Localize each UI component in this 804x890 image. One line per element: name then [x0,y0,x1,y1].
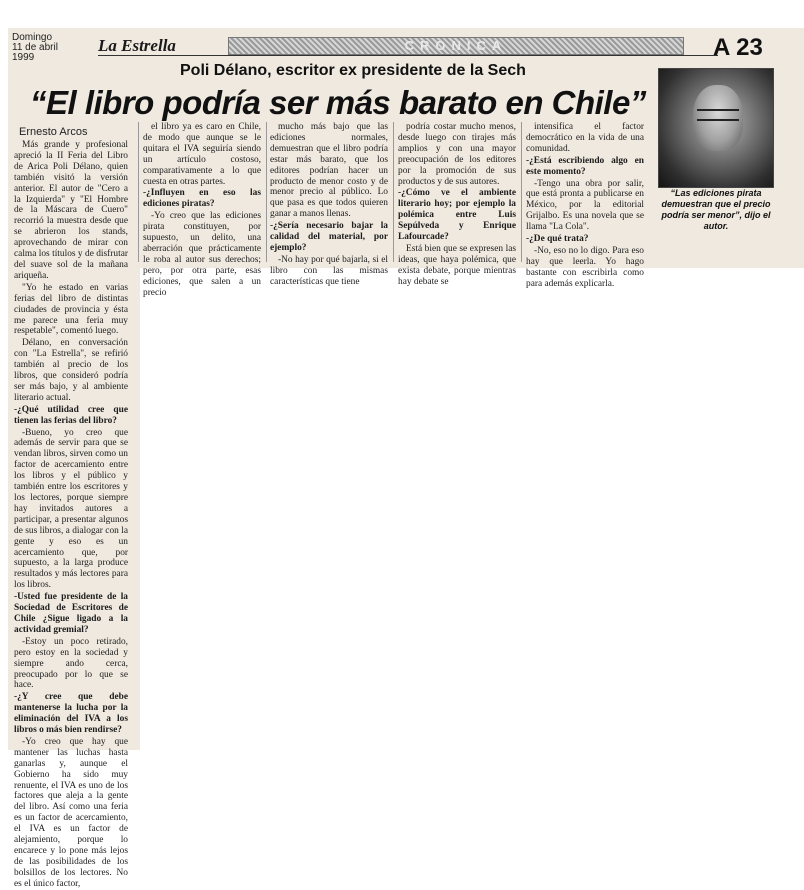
article-paragraph: mucho más bajo que las ediciones normales, demuestran que el libro podría estar más barato, que los editores podrían hacer un producto de menor costo y de menor precio al público. Lo que pasa es que todos quieren ganar a manos llenas. [270,122,388,220]
interview-question: -¿Y cree que debe mantenerse la lucha por la eliminación del IVA a los libros o más bien rendirse? [14,692,128,736]
article-paragraph: Está bien que se expresen las ideas, que haya polémica, que exista debate, porque mientras hay debate se [398,243,516,287]
interview-question: -¿De qué trata? [526,234,589,245]
interview-question: -¿Qué utilidad cree que tienen las ferias del libro? [14,404,128,426]
article-column-1 [14,140,128,889]
photo-caption: “Las ediciones pirata demuestran que el precio podría ser menor”, dijo el autor. [661,188,771,231]
section-banner [228,37,684,55]
article-byline: Ernesto Arcos [19,126,88,138]
header-rule [98,55,718,56]
author-glasses [697,109,739,121]
article-paragraph: -Yo creo que las ediciones pirata constituyen, por supuesto, un delito, una aberración que prácticamente le roba al autor sus derechos; pero, por otra parte, esas ediciones, que salen a un precio [143,211,261,298]
article-column-2 [143,122,261,298]
column-divider [266,122,267,262]
newspaper-name: La Estrella [98,36,176,55]
interview-question: -Usted fue presidente de la Sociedad de Escritores de Chile ¿Sigue ligado a la actividad gremial? [14,592,128,635]
article-paragraph: Más grande y profesional apreció la II Feria del Libro de Arica Poli Délano, quien también visitó la versión anterior. El autor de "Cero a la Izquierda" y "El Hombre de la Máscara de Cuero" recorrió la muestra desde que se abrieron los stands, aprovechando de mirar con calma los títulos y de disfrutar del suave sol de la mañana ariqueña. [14,140,128,281]
article-column-3 [270,122,388,287]
article-column-5 [526,122,644,289]
article-paragraph: Délano, en conversación con "La Estrella", se refirió también al precio de los libros, que consideró podría ser más bajo, y al ambiente literario actual. [14,338,128,403]
column-divider [138,122,139,262]
publication-date: Domingo 11 de abril 1999 [12,32,58,63]
article-paragraph: "Yo he estado en varias ferias del libro de distintas ciudades de provincia y ésta me parece una feria muy respetable", comentó luego. [14,282,128,337]
article-kicker: Poli Délano, escritor ex presidente de la Sech [180,62,526,79]
interview-question: -¿Influyen en eso las ediciones piratas? [143,188,261,210]
interview-question: -¿Está escribiendo algo en este momento? [526,155,644,177]
column-divider [393,122,394,262]
article-paragraph: -Yo creo que hay que mantener las luchas hasta ganarlas y, aunque el Gobierno ha sido muy renuente, el IVA es uno de los factores que aleja a la gente del libro. Así como una feria es un factor de acercamiento, el IVA es un factor de alejamiento, porque lo encarece y lo pone más lejos de las posibilidades de los bolsillos de los lectores. No es el único factor, [14,736,128,889]
article-paragraph: intensifica el factor democrático en la vida de una comunidad. [526,122,644,154]
author-photo [658,68,774,188]
article-paragraph: -No hay por qué bajarla, si el libro con las mismas características que tiene [270,254,388,287]
article-paragraph: -Tengo una obra por salir, que está pronta a publicarse en México, por la editorial Grijalbo. Es una novela que se llama "La Cola". [526,178,644,233]
interview-question: -¿Cómo ve el ambiente literario hoy; por ejemplo la polémica entre Luis Sepúlveda y Enrique Lafourcade? [398,188,516,243]
page-number: A 23 [713,34,763,61]
article-headline: “El libro podría ser más barato en Chile” [30,84,646,121]
article-paragraph: podría costar mucho menos, desde luego con tirajes más amplios y con una mayor preocupación de los editores por la promoción de sus productos y de sus autores. [398,122,516,187]
article-column-4 [398,122,516,287]
section-label: CRONICA [404,38,508,53]
article-paragraph: el libro ya es caro en Chile, de modo que aunque se le quitara el IVA seguiría siendo un artículo costoso, comparativamente a lo que cuesta en otras partes. [143,122,261,187]
article-paragraph: -Estoy un poco retirado, pero estoy en la sociedad y siempre ando cerca, preocupado por lo que se hace. [14,636,128,691]
column-divider [521,122,522,262]
interview-question: -¿Sería necesario bajar la calidad del material, por ejemplo? [270,221,388,253]
article-paragraph: -Bueno, yo creo que además de servir para que se vendan libros, sirven como un factor de acercamiento entre los libros y el público y también entre los escritores y los lectores, porque siempre hay invitados autores a participar, a presentar algunos de sus libros, a dialogar con la gente y eso es un acercamiento que, por supuesto, a la larga produce resultados y más lectores para los libros. [14,427,128,591]
article-paragraph: -No, eso no lo digo. Para eso hay que leerla. Yo hago bastante con escribirla como para además explicarla. [526,245,644,289]
